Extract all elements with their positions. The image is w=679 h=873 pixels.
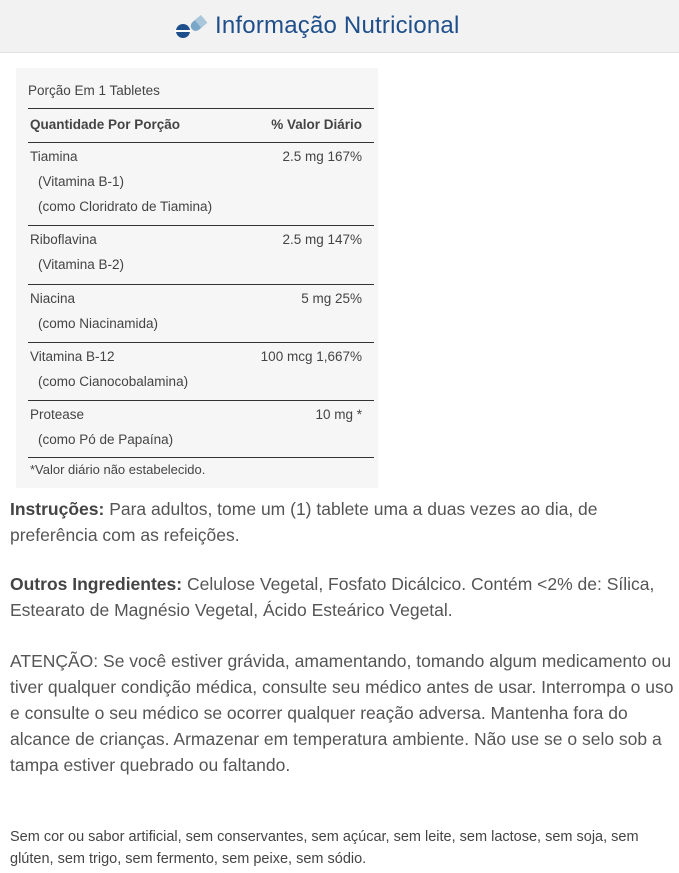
instructions-paragraph xyxy=(10,496,675,548)
table-row xyxy=(28,343,374,401)
nutrition-facts-panel xyxy=(16,68,378,488)
instructions-label: Instruções: xyxy=(10,499,105,519)
nutrient-value: 100 mcg 1,667% xyxy=(260,349,362,364)
nutrient-value: 2.5 mg 167% xyxy=(282,149,362,164)
free-from-statement: Sem cor ou sabor artificial, sem conservantes, sem açúcar, sem leite, sem lactose, sem soja, sem glúten, sem trigo, sem fermento, sem peixe, sem sódio. xyxy=(10,829,639,867)
capsule-logo-icon xyxy=(173,12,209,40)
table-row xyxy=(28,401,374,458)
ingredients-paragraph xyxy=(10,571,675,623)
ingredients-label: Outros Ingredientes: xyxy=(10,574,183,594)
nutrient-value: 2.5 mg 147% xyxy=(282,232,362,247)
instructions-text: Para adultos, tome um (1) tablete uma a duas vezes ao dia, de preferência com as refeições. xyxy=(10,499,598,545)
page-header xyxy=(0,0,679,53)
column-header-amount: Quantidade Por Porção xyxy=(30,117,181,132)
nutrient-value: 5 mg 25% xyxy=(301,291,362,306)
page-title: Informação Nutricional xyxy=(215,12,460,39)
column-header-daily-value: % Valor Diário xyxy=(271,117,362,132)
nutrient-detail: (como Niacinamida) xyxy=(38,316,159,331)
table-row xyxy=(28,285,374,343)
header-title-group xyxy=(173,12,460,40)
nutrient-detail: (como Cianocobalamina) xyxy=(38,374,189,389)
nutrient-detail: (como Cloridrato de Tiamina) xyxy=(38,199,213,214)
serving-size: Porção Em 1 Tabletes xyxy=(28,83,160,98)
table-row xyxy=(28,143,374,226)
nutrient-name: Vitamina B-12 xyxy=(30,349,115,364)
nutrient-name: Tiamina xyxy=(30,149,78,164)
table-footnote: *Valor diário não estabelecido. xyxy=(30,462,206,477)
nutrient-detail: (Vitamina B-1) xyxy=(38,174,125,189)
table-row xyxy=(28,226,374,285)
warning-paragraph: ATENÇÃO: Se você estiver grávida, amamentando, tomando algum medicamento ou tiver qualquer condição médica, consulte seu médico antes de usar. Interrompa o uso e consulte o seu médico se ocorrer qualquer reação adversa. Mantenha fora do alcance de crianças. Armazenar em temperatura ambiente. Não use se o selo sob a tampa estiver quebrado ou faltando. xyxy=(10,651,674,775)
nutrition-table xyxy=(28,108,374,458)
nutrient-detail: (como Pó de Papaína) xyxy=(38,432,174,447)
nutrient-name: Protease xyxy=(30,407,85,422)
nutrient-value: 10 mg * xyxy=(315,407,362,422)
nutrient-name: Niacina xyxy=(30,291,76,306)
ingredients-text: Celulose Vegetal, Fosfato Dicálcico. Contém <2% de: Sílica, Estearato de Magnésio Vegetal, Ácido Esteárico Vegetal. xyxy=(10,574,655,620)
nutrient-detail: (Vitamina B-2) xyxy=(38,257,125,272)
table-header xyxy=(28,108,374,143)
nutrient-name: Riboflavina xyxy=(30,232,97,247)
